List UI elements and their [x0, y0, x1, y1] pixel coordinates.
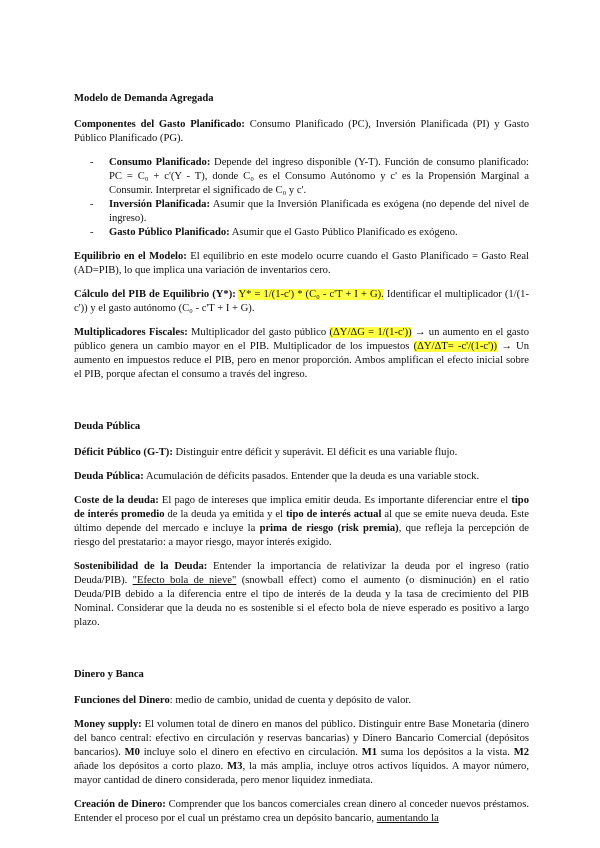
section-spacer	[74, 640, 529, 668]
list-item-text: Asumir que el Gasto Público Planificado es exógeno.	[229, 227, 458, 238]
paragraph-coste	[74, 494, 529, 550]
bold-term: M1	[361, 747, 378, 758]
text-span: , la más amplia, incluye otros activos líquidos. A mayor número, mayor cantidad de dinero considerada, pero menor liquidez inmediata.	[74, 761, 529, 786]
text-span: (snowball effect) como el aumento (o disminución) en el ratio Deuda/PIB debido a la diferencia entre el tipo de interés de la deuda y la tasa de crecimiento del PIB Nominal. Considerar que la deuda no es sostenible si el efecto bola de nieve esperado es positivo a largo plazo.	[74, 575, 529, 628]
paragraph-multiplicadores	[74, 326, 529, 382]
text-funciones: : medio de cambio, unidad de cuenta y depósito de valor.	[169, 695, 411, 706]
text-span: → Un aumento en impuestos reduce el PIB, pero en menor proporción. Ambos amplifican el efecto inicial sobre el PIB, porque afectan el consumo a través del ingreso.	[74, 341, 529, 380]
componentes-list	[74, 156, 529, 240]
text-span: → un aumento en el gasto público genera un cambio mayor en el PIB. Multiplicador de los impuestos	[74, 327, 530, 352]
section-title-dinero: Dinero y Banca	[74, 669, 144, 680]
label-creacion: Creación de Dinero:	[74, 799, 166, 810]
text-calculo: Identificar el multiplicador (1/(1-c')) y el gasto autónomo (C₀ - c'T + I + G).	[74, 289, 529, 314]
list-item-inversion	[109, 198, 529, 226]
label-funciones: Funciones del Dinero	[74, 695, 170, 706]
label-multiplicadores: Multiplicadores Fiscales:	[74, 327, 188, 338]
list-item-label: Consumo Planificado:	[109, 157, 211, 168]
paragraph-calculo	[74, 288, 529, 316]
text-span: añade los depósitos a corto plazo.	[74, 761, 228, 772]
bold-term: tipo de interés promedio	[74, 495, 529, 520]
label-money-supply: Money supply:	[74, 719, 142, 730]
text-span: Multiplicador del gasto público	[187, 327, 330, 338]
text-span: suma los depósitos a la vista.	[377, 747, 514, 758]
section-title-modelo: Modelo de Demanda Agregada	[74, 93, 214, 104]
list-item-gasto	[109, 226, 529, 240]
text-span: , que refleja la percepción de riesgo del prestatario: a mayor riesgo, mayor interés exigido.	[74, 523, 530, 548]
text-span: El volumen total de dinero en manos del público. Distinguir entre Base Monetaria (dinero del banco central: efectivo en circulación y reservas bancarias) y Dinero Bancario Comercial (depósitos bancarios).	[74, 719, 529, 758]
bold-term: M0	[124, 747, 140, 758]
document-page	[74, 92, 529, 836]
list-item-label: Inversión Planificada:	[109, 199, 210, 210]
text-deuda-publica: Acumulación de déficits pasados. Entender que la deuda es una variable stock.	[143, 471, 480, 482]
paragraph-equilibrio	[74, 250, 529, 278]
highlighted-formula: (ΔY/ΔG = 1/(1-c'))	[329, 327, 412, 338]
list-item-label: Gasto Público Planificado:	[109, 227, 230, 238]
paragraph-sostenibilidad	[74, 560, 529, 630]
text-span: al que se emite nueva deuda. Este último depende del mercado e incluye la	[74, 509, 530, 534]
text-equilibrio: El equilibrio en este modelo ocurre cuando el Gasto Planificado = Gasto Real (AD=PIB), lo que implica una variación de inventarios cero.	[74, 251, 529, 276]
label-deficit: Déficit Público (G-T):	[74, 447, 173, 458]
bold-term: prima de riesgo (risk premia)	[259, 523, 399, 534]
paragraph-creacion	[74, 798, 529, 826]
label-calculo: Cálculo del PIB de Equilibrio (Y*):	[74, 289, 236, 300]
paragraph-deuda-publica	[74, 470, 529, 484]
label-coste: Coste de la deuda:	[74, 495, 159, 506]
text-deficit: Distinguir entre déficit y superávit. El déficit es una variable flujo.	[172, 447, 458, 458]
bold-term: M2	[513, 747, 529, 758]
label-deuda-publica: Deuda Pública:	[74, 471, 144, 482]
paragraph-deficit	[74, 446, 529, 460]
text-span: Comprender que los bancos comerciales crean dinero al conceder nuevos préstamos. Entender el proceso por el cual un préstamo crea un depósito bancario,	[74, 799, 529, 824]
label-componentes: Componentes del Gasto Planificado:	[74, 119, 245, 130]
bold-term: M3	[227, 761, 243, 772]
text-span: El pago de intereses que implica emitir deuda. Es importante diferenciar entre el	[158, 495, 512, 506]
label-sostenibilidad: Sostenibilidad de la Deuda:	[74, 561, 208, 572]
text-span: Entender la importancia de relativizar la deuda por el ingreso (ratio Deuda/PIB).	[74, 561, 529, 586]
bold-term: tipo de interés actual	[285, 509, 382, 520]
list-item-consumo	[109, 156, 529, 198]
underlined-term: aumentando la	[376, 813, 439, 824]
paragraph-componentes	[74, 118, 529, 146]
underlined-term: "Efecto bola de nieve"	[132, 575, 237, 586]
highlighted-formula: Y* = 1/(1-c') * (C₀ - c'T + I + G).	[238, 289, 384, 300]
section-title-deuda: Deuda Pública	[74, 421, 141, 432]
highlighted-formula: (ΔY/ΔT= -c'/(1-c'))	[413, 341, 498, 352]
paragraph-funciones	[74, 694, 529, 708]
paragraph-money-supply	[74, 718, 529, 788]
section-spacer	[74, 392, 529, 420]
text-componentes: Consumo Planificado (PC), Inversión Planificada (PI) y Gasto Público Planificado (PG).	[74, 119, 529, 144]
text-span: de la deuda ya emitida y el	[164, 509, 286, 520]
list-item-text: Asumir que la Inversión Planificada es exógena (no depende del nivel de ingreso).	[109, 199, 529, 224]
text-span: incluye solo el dinero en efectivo en circulación.	[139, 747, 362, 758]
label-equilibrio: Equilibrio en el Modelo:	[74, 251, 187, 262]
list-item-text: Depende del ingreso disponible (Y-T). Función de consumo planificado: PC = C₀ + c'(Y - T), donde C₀ es el Consumo Autónomo y c' es la Propensión Marginal a Consumir. Interpretar el significado de C₀ y c'.	[109, 157, 530, 196]
